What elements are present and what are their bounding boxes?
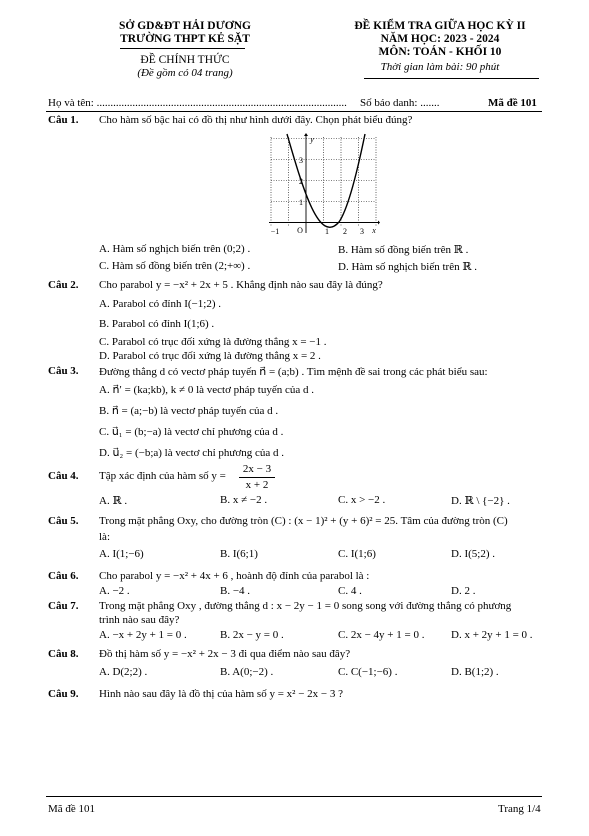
question-3-text: Đường thẳng d có vectơ pháp tuyến n⃗ = (a;b) . Tìm mệnh đề sai trong các phát biểu sau: (99, 366, 488, 378)
q3-option-b: B. n⃗ = (a;−b) là vectơ pháp tuyến của d . (99, 405, 279, 417)
question-1-text: Cho hàm số bậc hai có đồ thị như hình dưới đây. Chọn phát biểu đúng? (99, 114, 413, 126)
q7-option-c: C. 2x − 4y + 1 = 0 . (338, 629, 425, 641)
q6-option-a: A. −2 . (99, 585, 130, 597)
question-4-text: Tập xác định của hàm số y = (99, 470, 226, 482)
exam-title: ĐỀ KIỂM TRA GIỮA HỌC KỲ II (354, 20, 526, 32)
footer-exam-code: Mã đề 101 (48, 803, 96, 815)
q7-option-b: B. 2x − y = 0 . (220, 629, 284, 641)
page-number: Trang 1/4 (498, 803, 541, 815)
question-6-text: Cho parabol y = −x² + 4x + 6 , hoành độ đỉnh của parabol là : (99, 570, 370, 582)
duration-underline (364, 78, 539, 79)
exam-code: Mã đề 101 (488, 97, 537, 109)
footer-divider (46, 796, 542, 797)
question-2-number: Câu 2. (48, 279, 79, 291)
q3-option-c: C. u⃗₁ = (b;−a) là vectơ chỉ phương của d . (99, 426, 284, 438)
school-underline (120, 48, 245, 49)
x-tick-2: 2 (343, 227, 347, 236)
info-divider (46, 111, 542, 112)
q7-option-a: A. −x + 2y + 1 = 0 . (99, 629, 187, 641)
school-name: TRƯỜNG THPT KẺ SẶT (120, 33, 250, 45)
q8-option-c: C. C(−1;−6) . (338, 666, 398, 678)
q1-option-a: A. Hàm số nghịch biến trên (0;2) . (99, 243, 251, 255)
q4-fraction-numerator: 2x − 3 (242, 463, 272, 475)
student-name-field: Họ và tên: ........................................................................................... (48, 97, 347, 109)
q1-option-c: C. Hàm số đồng biến trên (2;+∞) . (99, 260, 251, 272)
q8-option-b: B. A(0;−2) . (220, 666, 274, 678)
question-5-text-cont: là: (99, 531, 110, 543)
question-7-text: Trong mặt phẳng Oxy , đường thẳng d : x − 2y − 1 = 0 song song với đường thẳng có phương (99, 600, 512, 612)
question-2-text: Cho parabol y = −x² + 2x + 5 . Khẳng định nào sau đây là đúng? (99, 279, 383, 291)
subject: MÔN: TOÁN - KHỐI 10 (378, 46, 502, 58)
q5-option-b: B. I(6;1) (220, 548, 258, 560)
x-tick-3: 3 (360, 227, 364, 236)
question-4-number: Câu 4. (48, 470, 79, 482)
q1-option-b: B. Hàm số đồng biến trên ℝ . (338, 244, 469, 256)
q5-option-d: D. I(5;2) . (451, 548, 495, 560)
q4-option-b: B. x ≠ −2 . (220, 494, 268, 506)
y-tick-1: 1 (299, 198, 303, 207)
q4-option-d: D. ℝ \ {−2} . (451, 495, 510, 507)
department-name: SỞ GD&ĐT HẢI DƯƠNG (119, 20, 251, 32)
q4-option-c: C. x > −2 . (338, 494, 386, 506)
school-year: NĂM HỌC: 2023 - 2024 (380, 33, 500, 45)
question-5-text: Trong mặt phẳng Oxy, cho đường tròn (C) : (x − 1)² + (y + 6)² = 25. Tâm của đường tròn (C) (99, 515, 508, 527)
parabola-graph (265, 133, 380, 240)
q3-option-d: D. u⃗₂ = (−b;a) là vectơ chỉ phương của d . (99, 447, 284, 459)
duration: Thời gian làm bài: 90 phút (380, 61, 500, 73)
q8-option-a: A. D(2;2) . (99, 666, 148, 678)
question-7-text-cont: trình nào sau đây? (99, 614, 180, 626)
q4-option-a: A. ℝ . (99, 495, 128, 507)
q5-option-c: C. I(1;6) (338, 548, 376, 560)
official-label: ĐỀ CHÍNH THỨC (140, 54, 230, 66)
q4-fraction-bar (239, 477, 275, 478)
y-tick-2: 2 (299, 177, 303, 186)
q2-option-a: A. Parabol có đỉnh I(−1;2) . (99, 298, 221, 310)
q2-option-b: B. Parabol có đỉnh I(1;6) . (99, 318, 215, 330)
q6-option-c: C. 4 . (338, 585, 362, 597)
origin-label: O (297, 226, 303, 235)
question-8-text: Đồ thị hàm số y = −x² + 2x − 3 đi qua điểm nào sau đây? (99, 648, 351, 660)
question-9-number: Câu 9. (48, 688, 79, 700)
x-tick-1: 1 (325, 227, 329, 236)
q4-fraction-denominator: x + 2 (245, 479, 269, 491)
q6-option-d: D. 2 . (451, 585, 476, 597)
y-axis-label: y (310, 135, 314, 144)
q6-option-b: B. −4 . (220, 585, 251, 597)
question-6-number: Câu 6. (48, 570, 79, 582)
q3-option-a: A. n⃗′ = (ka;kb), k ≠ 0 là vectơ pháp tuyến của d . (99, 384, 314, 396)
q2-option-c: C. Parabol có trục đối xứng là đường thẳng x = −1 . (99, 336, 327, 348)
q1-option-d: D. Hàm số nghịch biến trên ℝ . (338, 261, 477, 273)
q7-option-d: D. x + 2y + 1 = 0 . (451, 629, 533, 641)
q5-option-a: A. I(1;−6) (99, 548, 144, 560)
pages-note: (Đề gồm có 04 trang) (137, 67, 233, 79)
q2-option-d: D. Parabol có trục đối xứng là đường thẳng x = 2 . (99, 350, 321, 362)
x-axis-label: x (372, 226, 376, 235)
y-tick-3: 3 (299, 156, 303, 165)
question-3-number: Câu 3. (48, 365, 79, 377)
student-id-field: Số báo danh: ....... (360, 97, 440, 109)
question-1-number: Câu 1. (48, 114, 79, 126)
q8-option-d: D. B(1;2) . (451, 666, 499, 678)
question-5-number: Câu 5. (48, 515, 79, 527)
question-9-text: Hình nào sau đây là đồ thị của hàm số y = x² − 2x − 3 ? (99, 688, 344, 700)
question-7-number: Câu 7. (48, 600, 79, 612)
x-tick-neg1: −1 (270, 227, 280, 236)
question-8-number: Câu 8. (48, 648, 79, 660)
